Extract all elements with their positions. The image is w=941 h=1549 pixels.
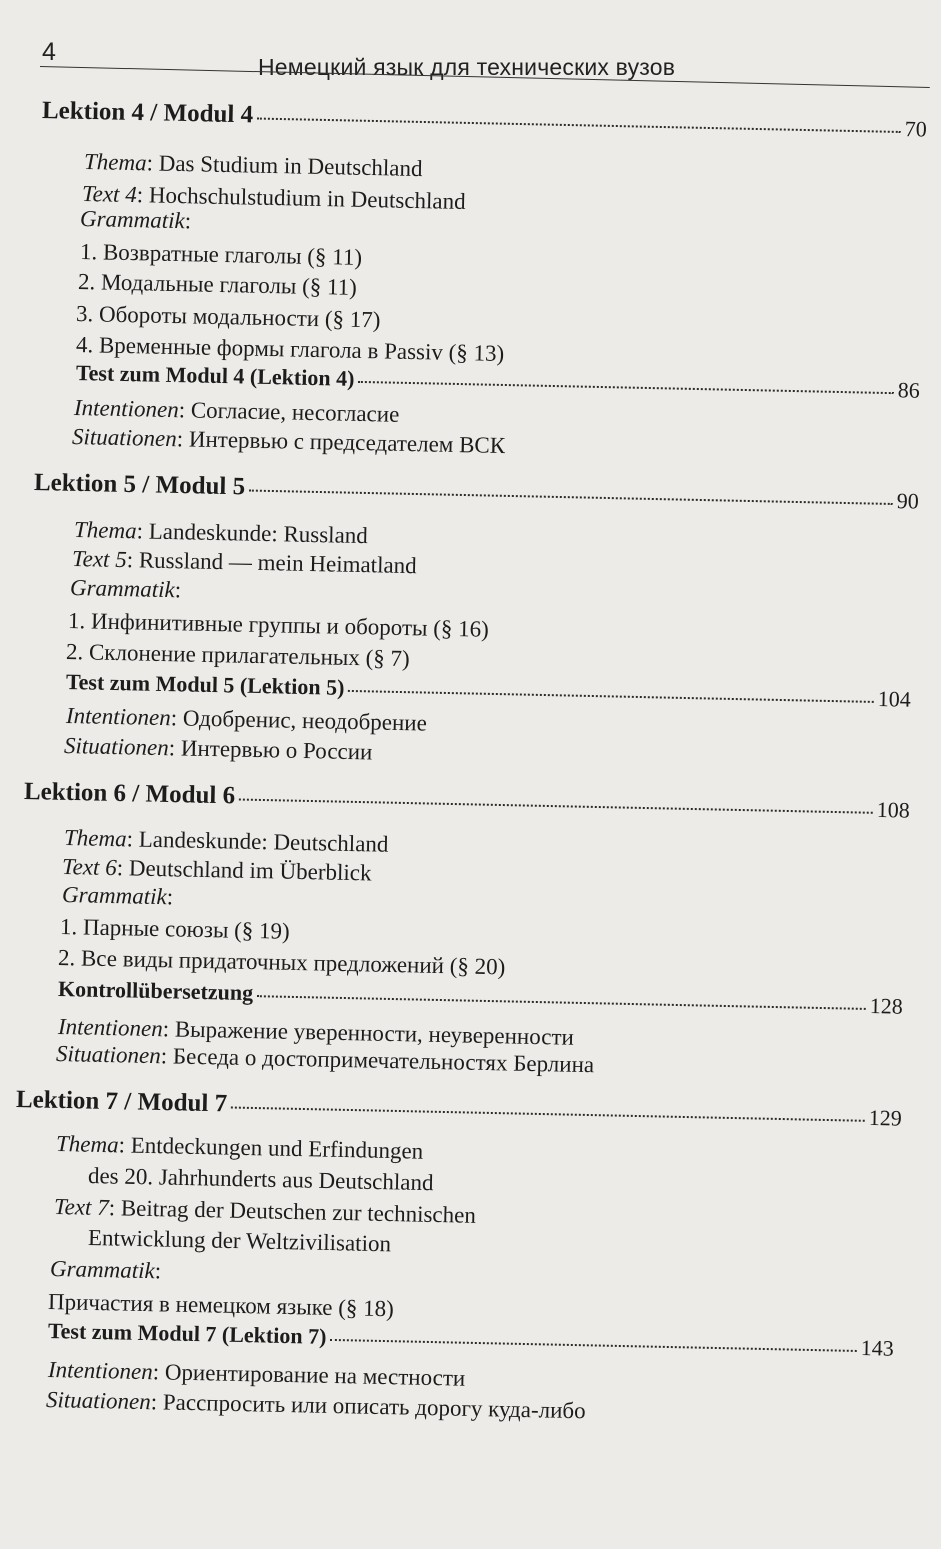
dot-leader: [249, 490, 893, 505]
lektion-4-page: 70: [904, 116, 928, 142]
intentionen-label: Intentionen: [73, 395, 179, 423]
text-label: Text 6: [61, 854, 117, 881]
test-title: Test zum Modul 7 (Lektion 7): [47, 1318, 327, 1349]
test-title: Test zum Modul 5 (Lektion 5): [65, 669, 345, 700]
lektion-6-kontroll-entry[interactable]: [58, 978, 903, 1018]
lektion-7-grammatik: [50, 1257, 162, 1282]
lektion-4-grammar-4: 4. Временные формы глагола в Passiv (§ 13): [75, 332, 505, 366]
test-title: Test zum Modul 4 (Lektion 4): [75, 360, 355, 391]
intentionen-label: Intentionen: [65, 703, 171, 731]
test-page: 143: [860, 1335, 895, 1361]
lektion-5-entry[interactable]: [34, 470, 919, 514]
intentionen-label: Intentionen: [47, 1357, 153, 1385]
text-value: : Deutschland im Überblick: [116, 855, 372, 886]
lektion-5-thema: [74, 518, 368, 547]
lektion-7-situationen: [46, 1388, 586, 1422]
lektion-4-entry[interactable]: [42, 98, 927, 142]
grammatik-label: Grammatik: [79, 206, 186, 234]
grammatik-colon: :: [166, 884, 174, 910]
lektion-7-title: Lektion 7 / Modul 7: [15, 1086, 228, 1118]
thema-label: Thema: [83, 149, 147, 176]
lektion-5-title: Lektion 5 / Modul 5: [33, 469, 246, 501]
thema-label: Thema: [55, 1131, 119, 1158]
dot-leader: [239, 799, 873, 814]
text-label: Text 7: [53, 1194, 109, 1221]
lektion-6-grammar-2: 2. Все виды придаточных предложений (§ 20): [57, 945, 506, 980]
dot-leader: [358, 381, 893, 394]
intentionen-value: : Ориентирование на местности: [152, 1359, 466, 1391]
text-value: : Hochschulstudium in Deutschland: [136, 182, 466, 215]
test-page: 128: [869, 993, 904, 1019]
dot-leader: [231, 1107, 865, 1122]
lektion-6-grammatik: [62, 883, 174, 908]
intentionen-value: : Выражение уверенности, неуверенности: [162, 1016, 575, 1050]
lektion-6-text: [62, 855, 372, 884]
grammatik-colon: :: [174, 577, 182, 603]
lektion-7-text: [54, 1195, 476, 1227]
lektion-4-grammar-1: 1. Возвратные глаголы (§ 11): [79, 239, 363, 270]
running-title: Немецкий язык для технических вузов: [258, 54, 676, 80]
text-label: Text 4: [81, 181, 137, 208]
lektion-6-entry[interactable]: [24, 779, 910, 823]
test-page: 86: [897, 377, 921, 403]
intentionen-value: : Согласие, несогласие: [178, 397, 400, 427]
page-number: 4: [42, 38, 56, 66]
lektion-5-grammatik: [70, 576, 182, 601]
thema-value: : Entdeckungen und Erfindungen: [118, 1132, 424, 1164]
lektion-4-title: Lektion 4 / Modul 4: [41, 97, 254, 129]
thema-value: : Das Studium in Deutschland: [146, 150, 423, 182]
lektion-4-grammatik: [80, 207, 192, 232]
situationen-label: Situationen: [45, 1387, 152, 1415]
lektion-4-grammar-3: 3. Обороты модальности (§ 17): [75, 301, 381, 333]
situationen-label: Situationen: [63, 733, 170, 761]
lektion-4-situationen: [72, 425, 506, 457]
lektion-6-grammar-1: 1. Парные союзы (§ 19): [59, 914, 291, 944]
grammatik-colon: :: [154, 1258, 162, 1284]
dot-leader: [330, 1339, 856, 1352]
situationen-label: Situationen: [71, 424, 178, 452]
dot-leader: [257, 118, 901, 133]
lektion-7-entry[interactable]: [16, 1087, 902, 1131]
lektion-5-intentionen: [66, 704, 427, 735]
text-value: : Russland — mein Heimatland: [126, 547, 417, 579]
grammatik-colon: :: [184, 208, 192, 234]
lektion-7-page: 129: [868, 1104, 903, 1131]
situationen-value: : Интервью о России: [168, 735, 373, 765]
grammatik-label: Grammatik: [61, 882, 168, 910]
thema-value: : Landeskunde: Russland: [136, 518, 369, 549]
intentionen-value: : Одобренис, неодобрение: [170, 705, 428, 736]
lektion-7-intentionen: [48, 1358, 466, 1390]
grammatik-label: Grammatik: [69, 575, 176, 603]
thema-label: Thema: [73, 517, 137, 544]
test-page: 104: [877, 686, 912, 712]
situationen-value: : Беседа о достопримечательностях Берлина: [160, 1043, 595, 1078]
situationen-label: Situationen: [55, 1041, 162, 1069]
lektion-5-grammar-2: 2. Склонение прилагательных (§ 7): [65, 639, 410, 672]
lektion-7-thema: [56, 1132, 424, 1163]
lektion-4-grammar-2: 2. Модальные глаголы (§ 11): [77, 269, 358, 300]
lektion-7-text-cont: Entwicklung der Weltzivilisation: [87, 1225, 392, 1257]
dot-leader: [348, 690, 873, 703]
lektion-4-test-entry[interactable]: [76, 362, 920, 402]
situationen-value: : Расспросить или описать дорогу куда-либо: [150, 1389, 586, 1424]
text-value: : Beitrag der Deutschen zur technischen: [108, 1195, 477, 1228]
lektion-6-page: 108: [876, 796, 911, 823]
situationen-value: : Интервью с председателем ВСК: [176, 426, 506, 459]
lektion-5-text: [72, 547, 417, 577]
grammatik-label: Grammatik: [49, 1256, 156, 1284]
dot-leader: [257, 995, 866, 1010]
lektion-4-thema: [84, 150, 423, 180]
lektion-5-page: 90: [896, 488, 920, 514]
lektion-5-situationen: [64, 734, 373, 763]
test-title: Kontrollübersetzung: [57, 976, 254, 1006]
lektion-6-title: Lektion 6 / Modul 6: [23, 778, 236, 810]
thema-label: Thema: [63, 825, 127, 852]
lektion-7-test-entry[interactable]: [48, 1320, 894, 1360]
lektion-5-grammar-1: 1. Инфинитивные группы и обороты (§ 16): [67, 608, 490, 642]
lektion-4-intentionen: [74, 396, 400, 426]
text-label: Text 5: [71, 546, 127, 573]
lektion-7-grammar-1: Причастия в немецком языке (§ 18): [47, 1289, 395, 1322]
thema-value: : Landeskunde: Deutschland: [126, 826, 389, 857]
intentionen-label: Intentionen: [57, 1014, 163, 1042]
lektion-7-thema-cont: des 20. Jahrhunderts aus Deutschland: [87, 1163, 434, 1196]
lektion-6-thema: [64, 826, 389, 856]
